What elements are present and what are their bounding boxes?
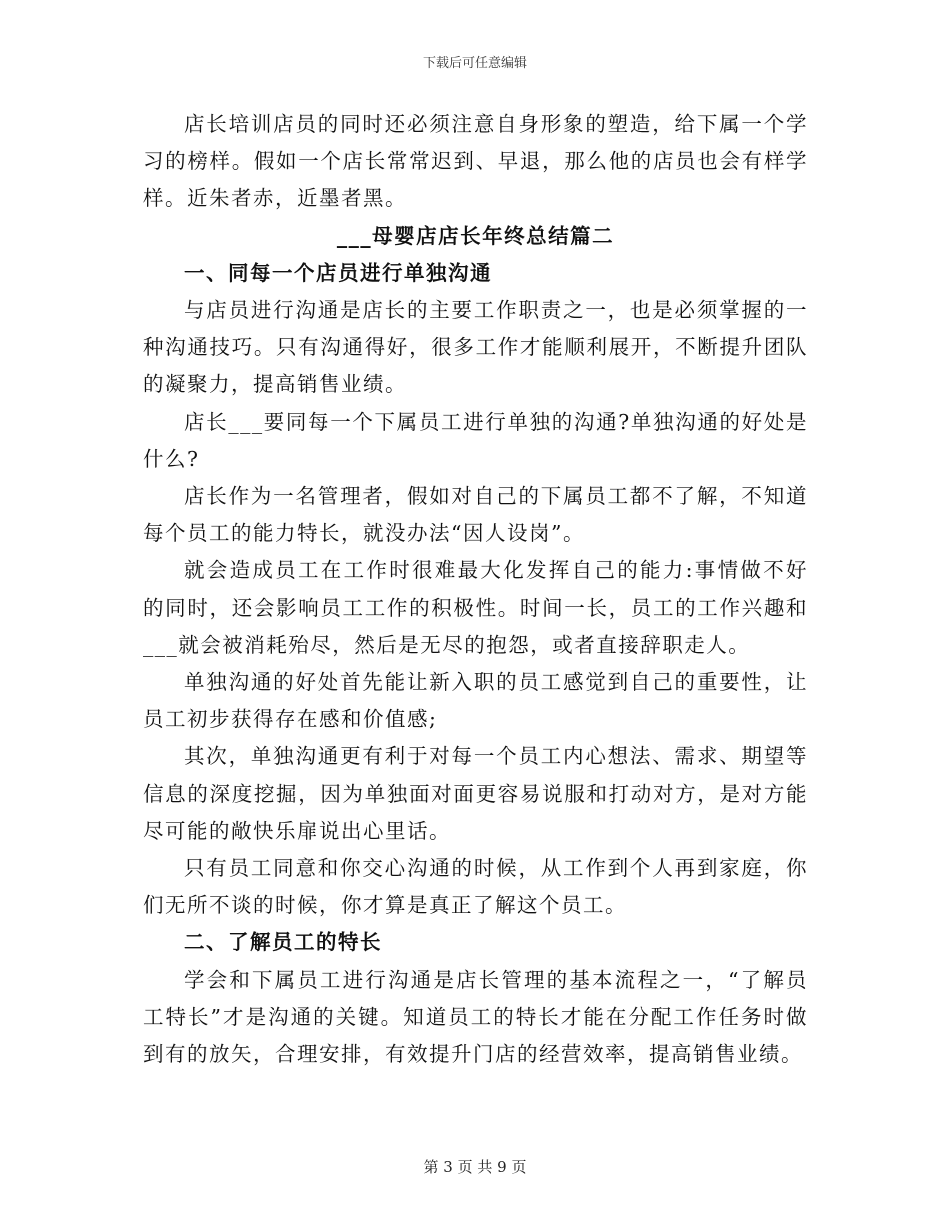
paragraph-2: 与店员进行沟通是店长的主要工作职责之一，也是必须掌握的一种沟通技巧。只有沟通得好，很多工作才能顺利展开，不断提升团队的凝聚力，提高销售业绩。 [143,298,808,397]
paragraph-3: 店长___要同每一个下属员工进行单独的沟通?单独沟通的好处是什么? [143,409,808,471]
heading-1: 一、同每一个店员进行单独沟通 [184,260,492,285]
paragraph-5: 就会造成员工在工作时很难最大化发挥自己的能力:事情做不好的同时，还会影响员工工作的积极性。时间一长，员工的工作兴趣和___就会被消耗殆尽，然后是无尽的抱怨，或者直接辞职走人。 [143,558,808,657]
paragraph-4: 店长作为一名管理者，假如对自己的下属员工都不了解，不知道每个员工的能力特长，就没办法“因人设岗”。 [143,484,808,546]
paragraph-7: 其次，单独沟通更有利于对每一个员工内心想法、需求、期望等信息的深度挖掘，因为单独面对面更容易说服和打动对方，是对方能尽可能的敞快乐扉说出心里话。 [143,744,808,843]
document-body [143,106,808,1073]
paragraph-9: 学会和下属员工进行沟通是店长管理的基本流程之一，“了解员工特长”才是沟通的关键。知道员工的特长才能在分配工作任务时做到有的放矢，合理安排，有效提升门店的经营效率，提高销售业绩。 [143,967,808,1067]
section-title: ___母婴店店长年终总结篇二 [336,223,615,248]
paragraph-1: 店长培训店员的同时还必须注意自身形象的塑造，给下属一个学习的榜样。假如一个店长常常迟到、早退，那么他的店员也会有样学样。近朱者赤，近墨者黑。 [143,112,808,211]
page-footer: 第 3 页 共 9 页 [423,1158,527,1176]
page-header: 下载后可任意编辑 [422,56,527,71]
paragraph-8: 只有员工同意和你交心沟通的时候，从工作到个人再到家庭，你们无所不谈的时候，你才算是真正了解这个员工。 [143,856,808,918]
paragraph-6: 单独沟通的好处首先能让新入职的员工感觉到自己的重要性，让员工初步获得存在感和价值感; [143,670,808,732]
heading-2: 二、了解员工的特长 [184,930,382,955]
